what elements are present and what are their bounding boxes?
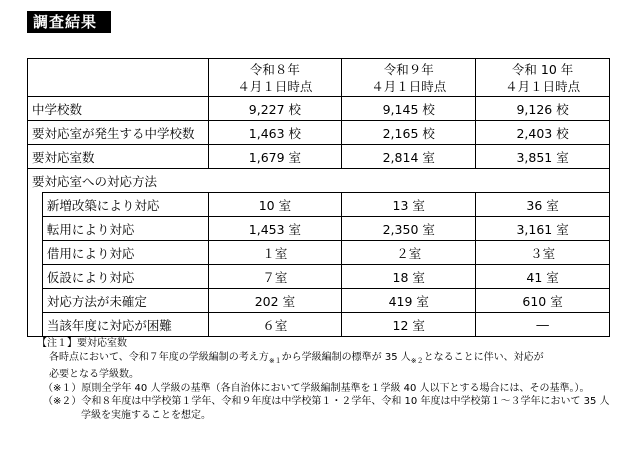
row-value: 1,679 室 xyxy=(208,145,342,169)
row-value: 3,851 室 xyxy=(476,145,610,169)
indent-cell xyxy=(28,313,43,337)
method-label: 対応方法が未確定 xyxy=(42,289,208,313)
note-body: 各時点において、令和７年度の学級編制の考え方$_{※1}$から学級編制の標準が 35 人$_{※2}$となることに伴い、対応が xyxy=(49,351,544,365)
method-label: 当該年度に対応が困難 xyxy=(42,313,208,337)
table-row xyxy=(28,121,610,145)
row-value: 2,350 室 xyxy=(342,217,476,241)
row-value: 13 室 xyxy=(342,193,476,217)
header-r9: 令和９年 ４月１日時点 xyxy=(342,59,476,97)
row-value: 2,165 校 xyxy=(342,121,476,145)
table-header-row xyxy=(28,59,610,97)
row-value: 41 室 xyxy=(476,265,610,289)
note-heading: 【注１】要対応室数 xyxy=(37,338,127,349)
row-value: 36 室 xyxy=(476,193,610,217)
row-value: 10 室 xyxy=(208,193,342,217)
header-r10: 令和 10 年 ４月１日時点 xyxy=(476,59,610,97)
table-row xyxy=(28,145,610,169)
table-row xyxy=(28,193,610,217)
notes-block xyxy=(37,337,617,422)
row-value: ２室 xyxy=(342,241,476,265)
table-row xyxy=(28,97,610,121)
row-label: 要対応室数 xyxy=(28,145,209,169)
method-label: 転用により対応 xyxy=(42,217,208,241)
row-value: 9,227 校 xyxy=(208,97,342,121)
indent-cell xyxy=(28,289,43,313)
method-label: 新増改築により対応 xyxy=(42,193,208,217)
method-heading-row xyxy=(28,169,610,193)
method-label: 借用により対応 xyxy=(42,241,208,265)
row-value: 9,145 校 xyxy=(342,97,476,121)
row-value: 2,814 室 xyxy=(342,145,476,169)
row-value: 2,403 校 xyxy=(476,121,610,145)
survey-result-table xyxy=(27,58,610,337)
row-value: １室 xyxy=(208,241,342,265)
row-value: ７室 xyxy=(208,265,342,289)
row-value: 419 室 xyxy=(342,289,476,313)
section-title: 調査結果 xyxy=(27,11,111,33)
note-footnote-2: （※２）令和８年度は中学校第１学年、令和９年度は中学校第１・２学年、令和 10 年度は中学校第１～３学年において 35 人学級を実施することを想定。 xyxy=(43,396,610,421)
table-row xyxy=(28,313,610,337)
row-value: ６室 xyxy=(208,313,342,337)
row-value: 9,126 校 xyxy=(476,97,610,121)
note-footnote-1: （※１）原則全学年 40 人学級の基準（各自治体において学級編制基準を１学級 40 人以下とする場合には、その基準。）。 xyxy=(43,382,590,394)
method-label: 仮設により対応 xyxy=(42,265,208,289)
indent-cell xyxy=(28,265,43,289)
header-blank-cell xyxy=(28,59,209,97)
indent-cell xyxy=(28,217,43,241)
row-value: 3,161 室 xyxy=(476,217,610,241)
indent-cell xyxy=(28,193,43,217)
row-value: 610 室 xyxy=(476,289,610,313)
table-row xyxy=(28,289,610,313)
row-value: ３室 xyxy=(476,241,610,265)
table-row xyxy=(28,265,610,289)
table-row xyxy=(28,217,610,241)
row-value: 18 室 xyxy=(342,265,476,289)
row-value: 12 室 xyxy=(342,313,476,337)
row-value: 202 室 xyxy=(208,289,342,313)
table-row xyxy=(28,241,610,265)
indent-cell xyxy=(28,241,43,265)
row-value: 1,453 室 xyxy=(208,217,342,241)
row-label: 中学校数 xyxy=(28,97,209,121)
method-heading: 要対応室への対応方法 xyxy=(28,169,610,193)
header-r8: 令和８年 ４月１日時点 xyxy=(208,59,342,97)
note-body-cont: 必要となる学級数。 xyxy=(49,369,139,380)
row-label: 要対応室が発生する中学校数 xyxy=(28,121,209,145)
row-value: ― xyxy=(476,313,610,337)
row-value: 1,463 校 xyxy=(208,121,342,145)
